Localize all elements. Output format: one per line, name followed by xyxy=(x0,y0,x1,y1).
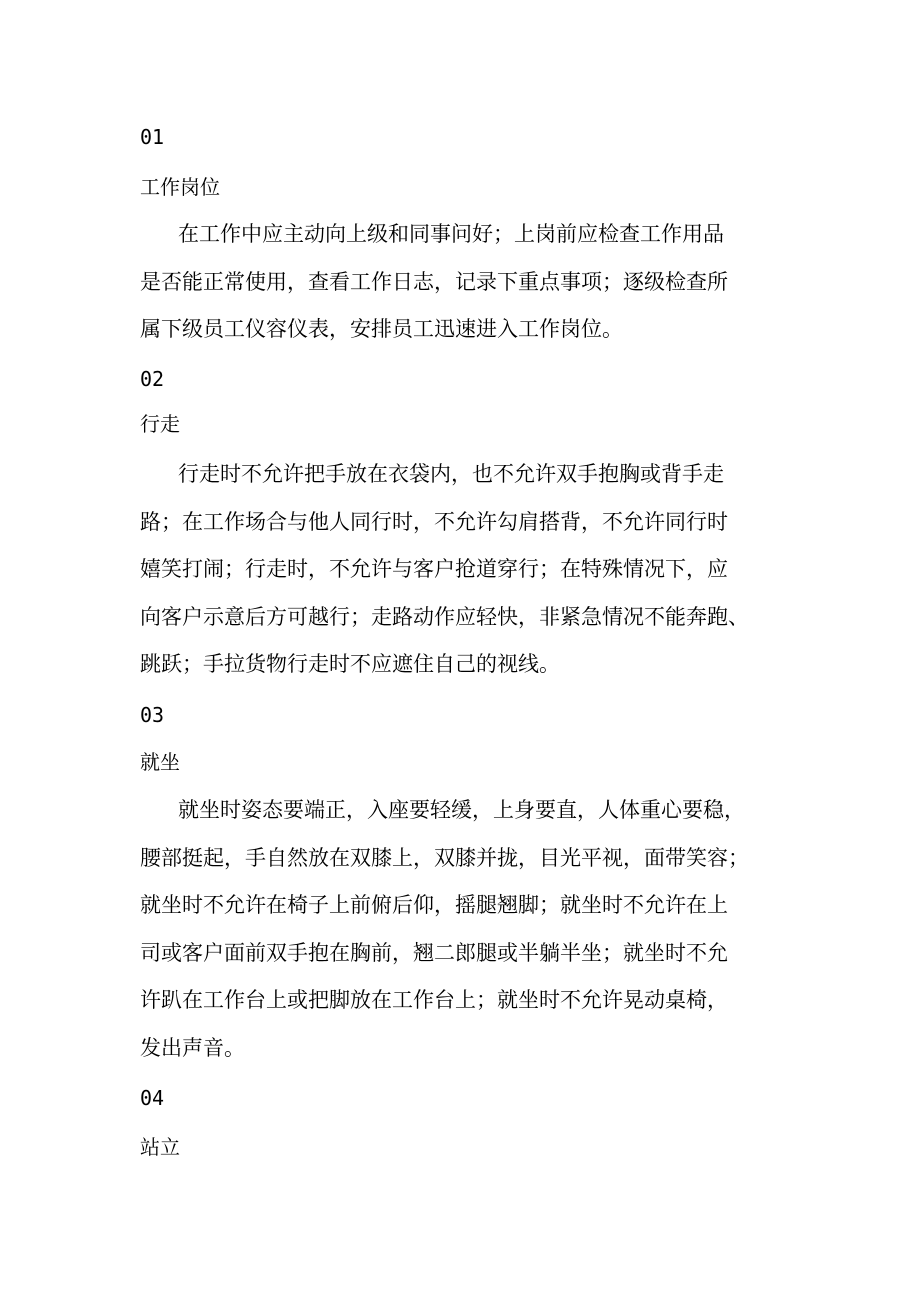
paragraph-line: 就坐时不允许在椅子上前俯后仰，摇腿翘脚；就坐时不允许在上 xyxy=(140,893,728,917)
paragraph-line: 就坐时姿态要端正，入座要轻缓，上身要直，人体重心要稳， xyxy=(178,798,745,822)
paragraph-line: 行走时不允许把手放在衣袋内，也不允许双手抱胸或背手走 xyxy=(178,462,724,486)
paragraph-line: 跳跃；手拉货物行走时不应遮住自己的视线。 xyxy=(140,652,560,676)
section-paragraph xyxy=(140,222,800,365)
paragraph-line: 腰部挺起，手自然放在双膝上，双膝并拢，目光平视，面带笑容； xyxy=(140,845,749,870)
section-number: 04 xyxy=(140,1086,165,1110)
paragraph-line: 路；在工作场合与他人同行时，不允许勾肩搭背，不允许同行时 xyxy=(140,509,728,534)
section-title: 就坐 xyxy=(140,750,180,774)
section-number: 01 xyxy=(140,125,165,149)
paragraph-line: 是否能正常使用，查看工作日志，记录下重点事项；逐级检查所 xyxy=(140,269,728,294)
section-paragraph xyxy=(140,798,800,1083)
paragraph-line: 司或客户面前双手抱在胸前，翘二郎腿或半躺半坐；就坐时不允 xyxy=(140,940,728,965)
section-title: 工作岗位 xyxy=(140,175,220,199)
section-number: 03 xyxy=(140,703,165,727)
section-paragraph xyxy=(140,462,800,700)
paragraph-line: 向客户示意后方可越行；走路动作应轻快，非紧急情况不能奔跑、 xyxy=(140,604,749,629)
section-title: 站立 xyxy=(140,1135,180,1159)
paragraph-line: 在工作中应主动向上级和同事问好；上岗前应检查工作用品 xyxy=(178,222,724,246)
paragraph-line: 许趴在工作台上或把脚放在工作台上；就坐时不允许晃动桌椅， xyxy=(140,988,728,1012)
section-title: 行走 xyxy=(140,412,180,436)
section-number: 02 xyxy=(140,367,165,391)
paragraph-line: 属下级员工仪容仪表，安排员工迅速进入工作岗位。 xyxy=(140,317,623,341)
paragraph-line: 发出声音。 xyxy=(140,1035,245,1060)
paragraph-line: 嬉笑打闹；行走时，不允许与客户抢道穿行；在特殊情况下，应 xyxy=(140,557,728,581)
